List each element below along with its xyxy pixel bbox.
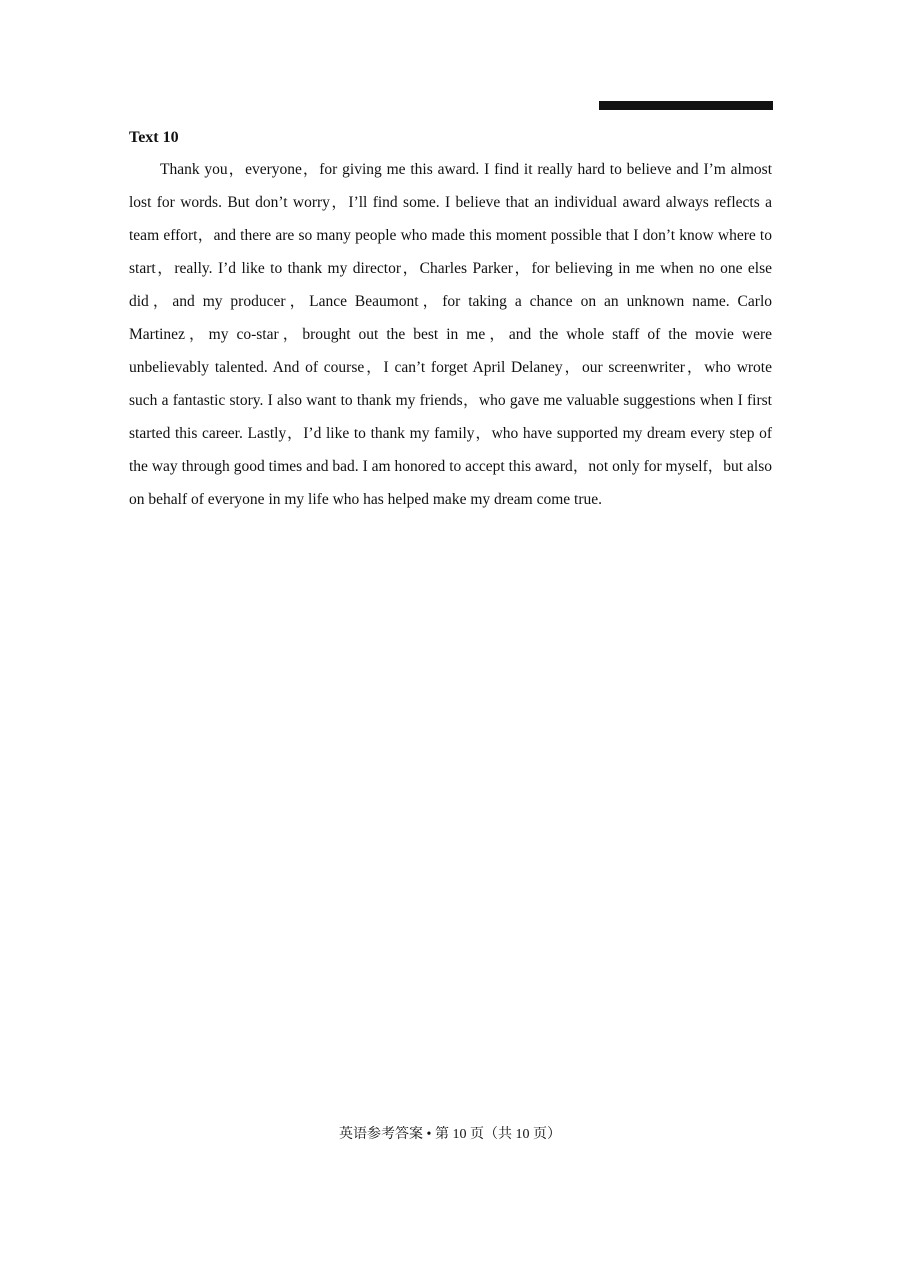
header-bar [599, 101, 773, 110]
page-footer: 英语参考答案 • 第 10 页（共 10 页） [339, 1127, 561, 1142]
passage-text: Thank you，everyone，for giving me this award. I find it really hard to believe and I’m almost lost for words. But don’t worry，I’ll find some. I believe that an individual award always reflects a team effort，and there are so many people who made this moment possible that I don’t know where to start，really. I’d like to thank my director，Charles Parker，for believing in me when no one else did，and my producer，Lance Beaumont，for taking a chance on an unknown name. Carlo Martinez，my co-star，brought out the best in me，and the whole staff of the movie were unbelievably talented. And of course，I can’t forget April Delaney，our screenwriter，who wrote such a fantastic story. I also want to thank my friends，who gave me valuable suggestions when I first started this career. Lastly，I’d like to thank my family，who have supported my dream every step of the way through good times and bad. I am honored to accept this award，not only for myself，but also on behalf of everyone in my life who has helped make my dream come true. [129, 161, 772, 508]
section-title: Text 10 [129, 129, 179, 146]
